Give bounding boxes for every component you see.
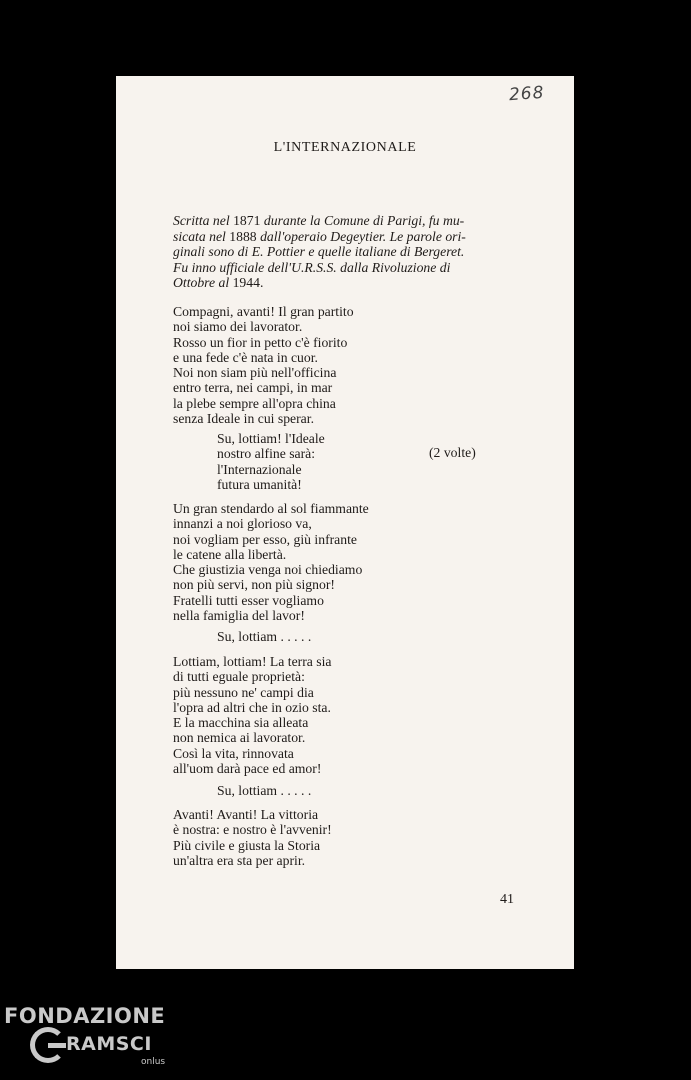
verse-line: noi vogliam per esso, giù infrante <box>173 531 357 547</box>
verse-line: futura umanità! <box>217 476 302 492</box>
document-page <box>116 76 574 969</box>
handwritten-annotation: 268 <box>507 82 545 106</box>
stanza-2 <box>173 501 369 623</box>
stanza-4 <box>173 807 332 868</box>
verse-line: di tutti eguale proprietà: <box>173 669 305 685</box>
verse-line: e una fede c'è nata in cuor. <box>173 349 318 365</box>
page-title: L'INTERNAZIONALE <box>273 140 417 155</box>
logo-g-bar <box>48 1043 66 1048</box>
verse-line: è nostra: e nostro è l'avvenir! <box>173 822 332 838</box>
logo-suffix: onlus <box>141 1057 166 1067</box>
fondazione-gramsci-logo <box>4 1004 166 1067</box>
verse-line: innanzi a noi glorioso va, <box>173 516 312 532</box>
refrain-short-1: Su, lottiam . . . . . <box>217 629 312 644</box>
page-number: 41 <box>500 892 514 907</box>
repeat-note: (2 volte) <box>429 445 476 460</box>
verse-line: non più servi, non più signor! <box>173 577 335 593</box>
verse-line: l'Internazionale <box>217 461 302 477</box>
verse-line: le catene alla libertà. <box>173 546 287 562</box>
verse-line: un'altra era sta per aprir. <box>173 852 306 868</box>
verse-line: Rosso un fior in petto c'è fiorito <box>173 334 348 350</box>
verse-line: non nemica ai lavorator. <box>173 730 306 746</box>
verse-line: senza Ideale in cui sperar. <box>173 411 314 427</box>
verse-line: Fratelli tutti esser vogliamo <box>173 592 324 608</box>
verse-line: Avanti! Avanti! La vittoria <box>173 807 319 822</box>
verse-line: Un gran stendardo al sol fiammante <box>173 501 369 516</box>
verse-line: la plebe sempre all'opra china <box>173 395 336 411</box>
verse-line: più nessuno ne' campi dia <box>173 684 314 700</box>
verse-line: Noi non siam più nell'officina <box>173 365 337 381</box>
verse-line: l'opra ad altri che in ozio sta. <box>173 699 331 715</box>
verse-line: Lottiam, lottiam! La terra sia <box>173 654 332 669</box>
verse-line: entro terra, nei campi, in mar <box>173 380 333 396</box>
verse-line: Così la vita, rinnovata <box>173 745 294 761</box>
logo-line-1: FONDAZIONE <box>4 1004 166 1028</box>
verse-line: Che giustizia venga noi chiediamo <box>173 562 363 578</box>
intro-paragraph: Scritta nel 1871 durante la Comune di Parigi, fu mu- sicata nel 1888 dall'operaio Degeytier. Le parole ori- ginali sono di E. Pottier e quelle italiane di Bergeret. Fu inno ufficiale dell'U.R.S.S. dalla Rivoluzione di Ottobre al 1944. <box>173 213 466 290</box>
verse-line: nostro alfine sarà: <box>217 446 316 462</box>
verse-line: noi siamo dei lavorator. <box>173 319 303 335</box>
refrain-short-2: Su, lottiam . . . . . <box>217 783 312 798</box>
logo-line-2 <box>28 1027 198 1077</box>
verse-line: Compagni, avanti! Il gran partito <box>173 304 354 319</box>
verse-line: all'uom darà pace ed amor! <box>173 761 322 777</box>
stanza-1 <box>173 304 354 426</box>
refrain <box>217 431 325 492</box>
verse-line: Più civile e giusta la Storia <box>173 837 321 853</box>
stanza-3 <box>173 654 332 776</box>
verse-line: E la macchina sia alleata <box>173 715 309 731</box>
verse-line: Su, lottiam! l'Ideale <box>217 431 325 446</box>
verse-line: nella famiglia del lavor! <box>173 608 305 624</box>
logo-word: RAMSCI <box>66 1033 152 1055</box>
